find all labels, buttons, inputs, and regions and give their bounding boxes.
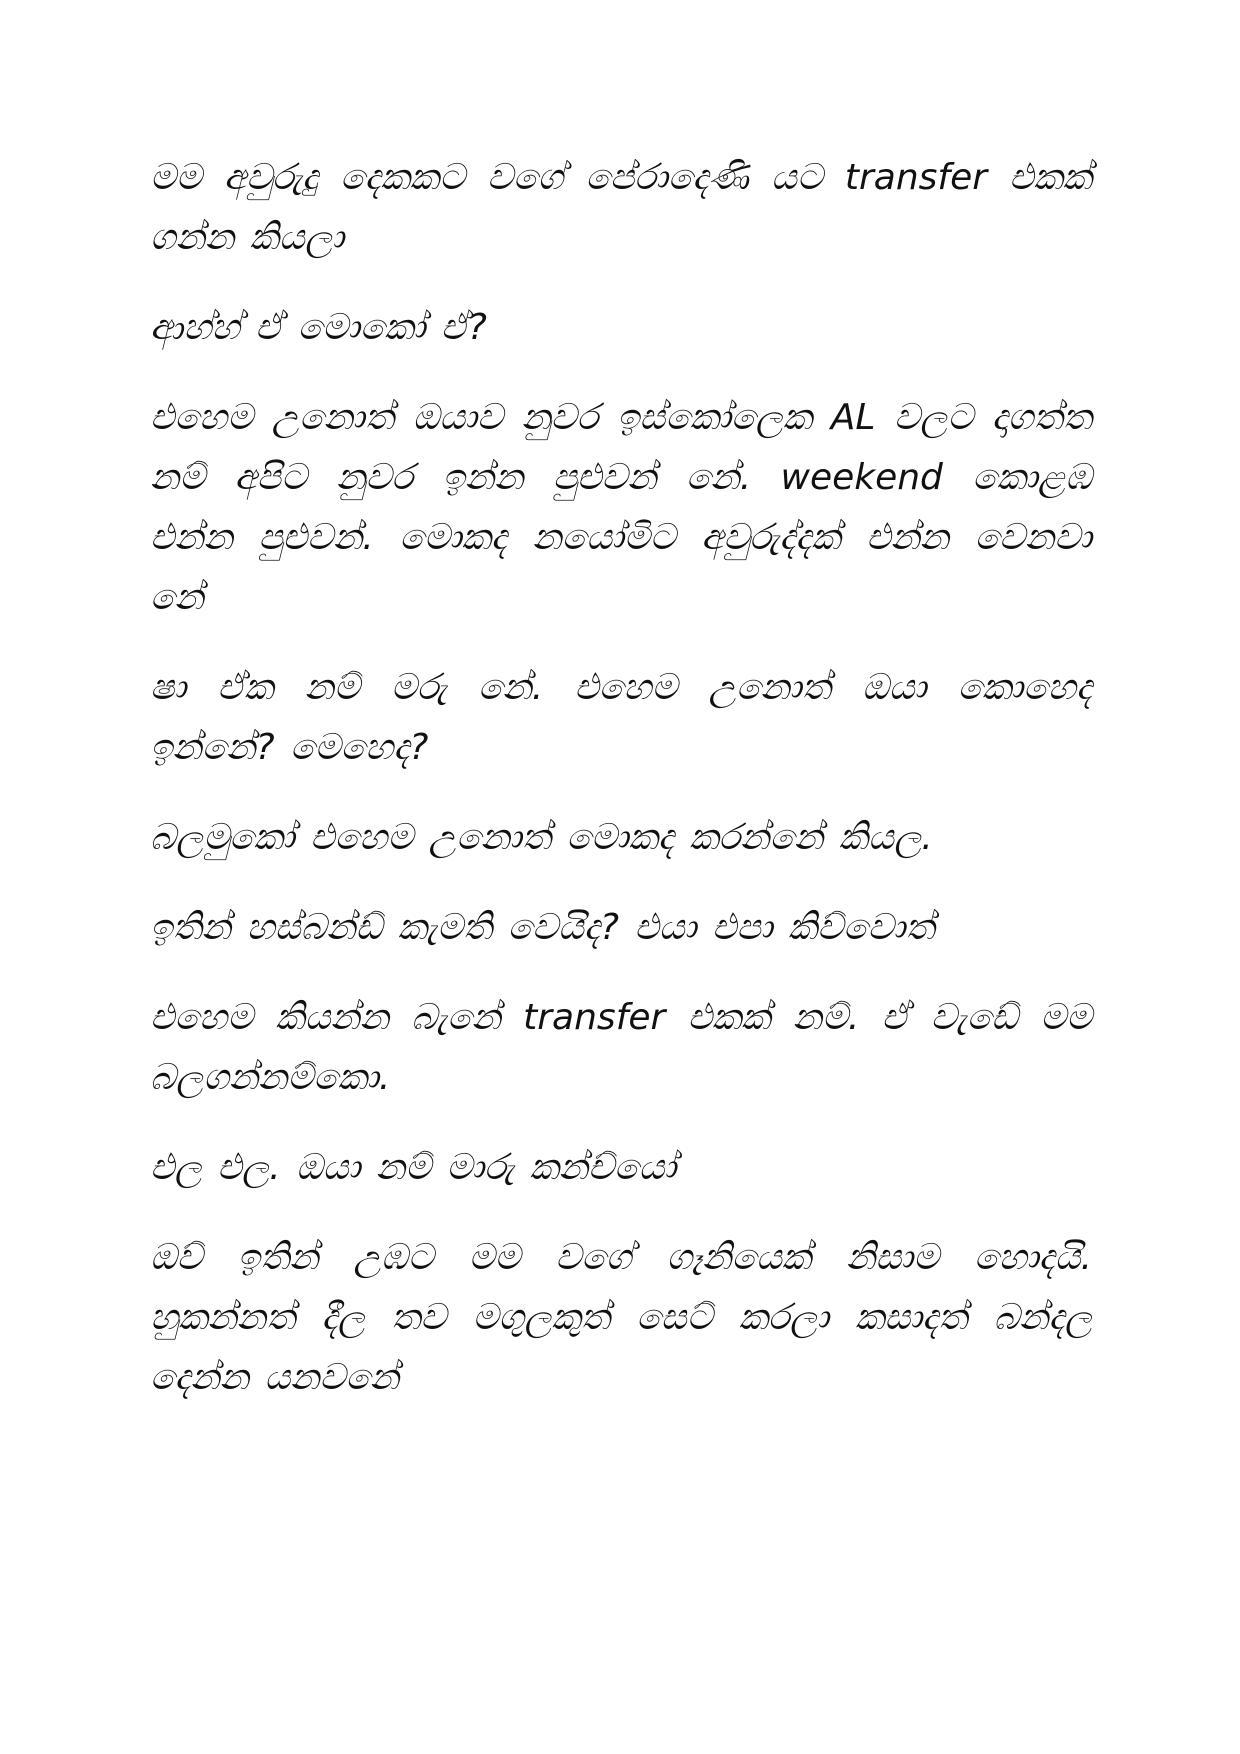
paragraph-4: ෂා ඒක නම් මරු නේ. එහෙම උනොත් ඔයා කොහෙද ඉන්නේ? මෙහෙද? [150, 667, 1092, 768]
paragraph-8: එල එල. ඔයා නම් මාරු කන්ච්යෝ [150, 1147, 677, 1188]
paragraph-6: ඉතින් හස්බන්ඩ් කැමති වෙයිද? එයා එපා කිව්වොත් [150, 907, 935, 948]
paragraph-3: එහෙම උනොත් ඔයාව නුවර ඉස්කෝලෙක AL වලට දාගත්ත නම් අපිට නුවර ඉන්න පුළුවන් නේ. weekend කොළඹ එන්න පුළුවන්. මොකද නයෝමිට අවුරුද්දක් එන්න වෙනවා නේ [150, 397, 1092, 618]
paragraph-1: මම අවුරුදු දෙකකට වගේ පේරාදෙණි යට transfer එකක් ගන්න කියලා [150, 157, 1092, 258]
paragraph-7: එහෙම කියන්න බැනේ transfer එකක් නම්. ඒ වැඩේ මම බලගන්නම්කො. [150, 997, 1092, 1098]
paragraph-9: ඔව් ඉතින් උඹට මම වගේ ගෑනියෙක් නිසාම හොදයි. හුකන්නත් දීල තව මගුලකුත් සෙට් කරලා කසාදත් බන්දල දෙන්න යනවනේ [150, 1237, 1092, 1398]
paragraph-2: ආහ්හ් ඒ මොකෝ ඒ? [150, 307, 487, 348]
paragraph-5: බලමුකෝ එහෙම උනොත් මොකද කරන්නේ කියල. [150, 817, 933, 858]
